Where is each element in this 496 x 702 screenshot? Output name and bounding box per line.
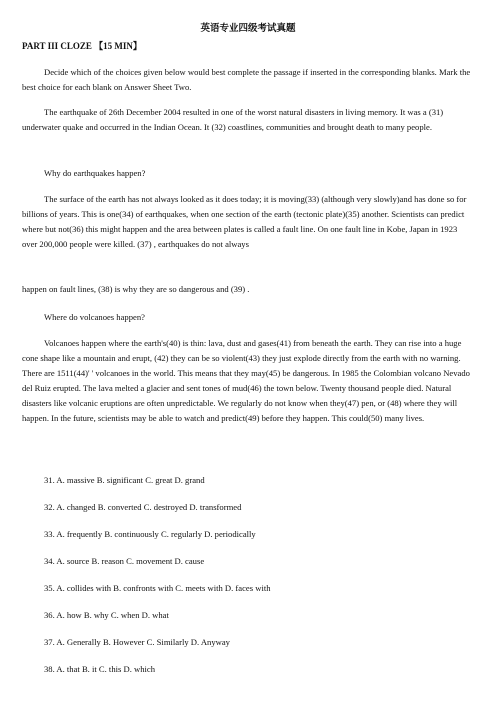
question-heading-earthquakes: Why do earthquakes happen? bbox=[44, 168, 146, 178]
page-title: 英语专业四级考试真题 bbox=[200, 24, 296, 34]
section-heading: PART III CLOZE 【15 MIN】 bbox=[22, 41, 142, 51]
answer-options-35: 35. A. collides with B. confronts with C. meets with D. faces with bbox=[44, 583, 271, 593]
answer-options-32: 32. A. changed B. converted C. destroyed D. transformed bbox=[44, 502, 242, 512]
passage-paragraph-3: Volcanoes happen where the earth's(40) is thin: lava, dust and gases(41) from beneath the earth. They can rise into a huge cone shape like a mountain and erupt, (42) they can be so violent(43) they just explode directly from the earth with no warning. There are 1511(44)' ' volcanoes in the world. This means that they may(45) be dangerous. In 1985 the Colombian volcano Nevado del Ruiz erupted. The lava melted a glacier and sent tones of mud(46) the town below. Twenty thousand people died. Natural disasters like volcanic eruptions are often unpredictable. We regularly do not know when they(47) pen, or (48) where they will happen. In the future, scientists may be able to watch and predict(49) before they happen. This could(50) many lives. bbox=[22, 338, 470, 423]
answer-options-37: 37. A. Generally B. However C. Similarly D. Anyway bbox=[44, 637, 230, 647]
passage-paragraph-1: The earthquake of 26th December 2004 resulted in one of the worst natural disasters in living memory. It was a (31) underwater quake and occurred in the Indian Ocean. It (32) coastlines, communities and brought death to many people. bbox=[22, 107, 444, 132]
passage-paragraph-2: The surface of the earth has not always looked as it does today; it is moving(33) (although very slowly)and has done so for billions of years. This is one(34) of earthquakes, when one section of the earth (tectonic plate)(35) another. Scientists can predict where but not(36) this might happen and the area between plates is called a fault line. On one fault line in Kobe, Japan in 1923 over 200,000 people were killed. (37) , earthquakes do not always bbox=[22, 194, 467, 249]
answer-options-34: 34. A. source B. reason C. movement D. cause bbox=[44, 556, 205, 566]
passage-paragraph-2-continued: happen on fault lines, (38) is why they are so dangerous and (39) . bbox=[22, 284, 250, 294]
answer-options-33: 33. A. frequently B. continuously C. regularly D. periodically bbox=[44, 529, 256, 539]
answer-options-31: 31. A. massive B. significant C. great D. grand bbox=[44, 475, 205, 485]
instructions-paragraph: Decide which of the choices given below would best complete the passage if inserted in the corresponding blanks. Mark the best choice for each blank on Answer Sheet Two. bbox=[22, 67, 471, 92]
question-heading-volcanoes: Where do volcanoes happen? bbox=[44, 312, 145, 322]
answer-options-36: 36. A. how B. why C. when D. what bbox=[44, 610, 169, 620]
answer-options-38: 38. A. that B. it C. this D. which bbox=[44, 664, 156, 674]
